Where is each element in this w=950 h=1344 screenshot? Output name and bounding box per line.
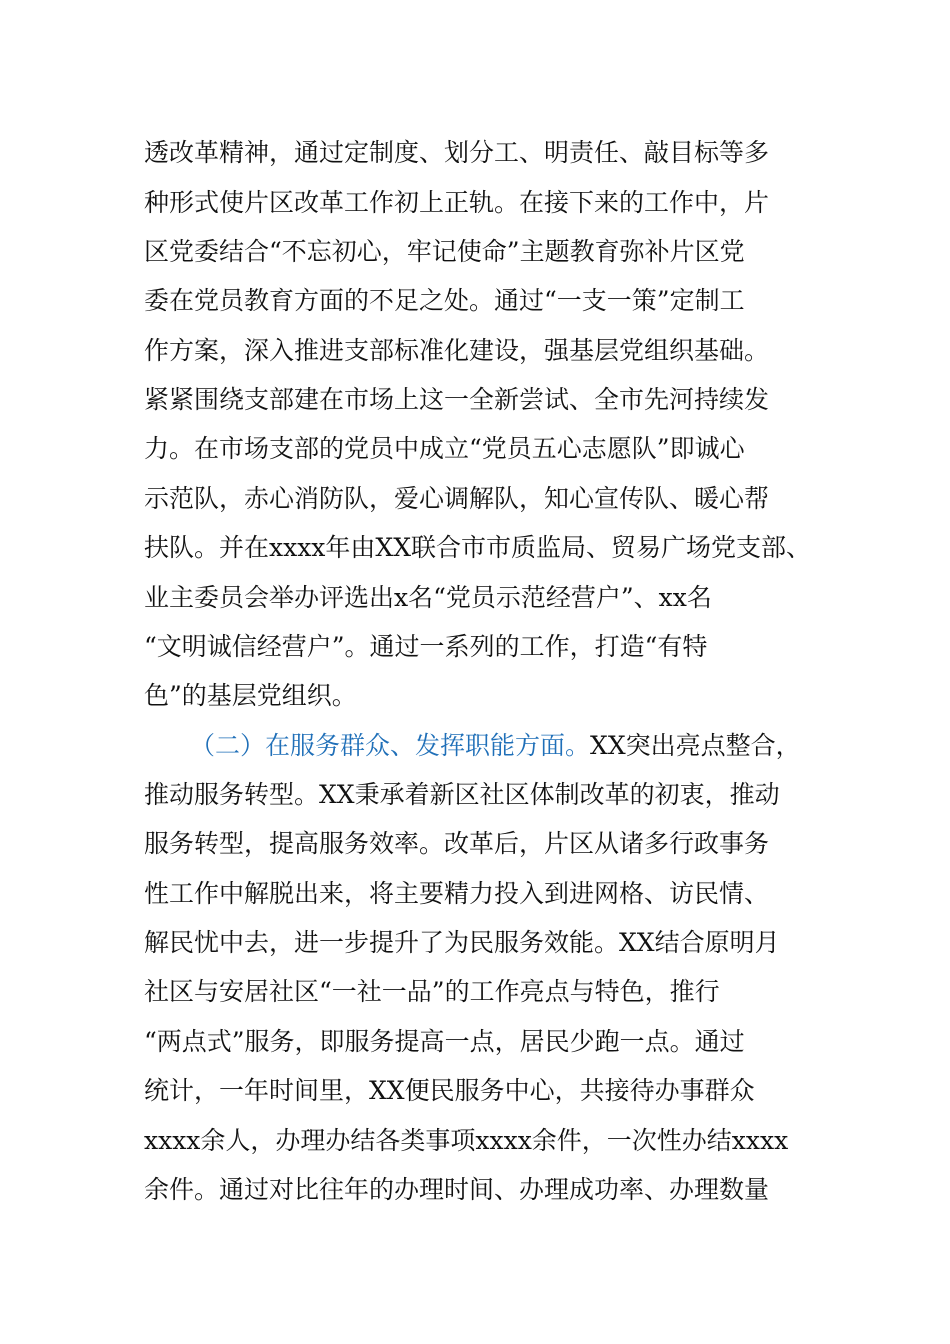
heading-line-rest: XX突出亮点整合， [590, 731, 801, 760]
text-line: 色”的基层党组织。 [144, 681, 357, 710]
text-line: 社区与安居社区“一社一品”的工作亮点与特色，推行 [144, 977, 720, 1006]
text-line: “两点式”服务，即服务提高一点，居民少跑一点。通过 [144, 1027, 745, 1056]
text-line: 推动服务转型。XX秉承着新区社区体制改革的初衷，推动 [144, 780, 780, 809]
text-line: 种形式使片区改革工作初上正轨。在接下来的工作中，片 [144, 188, 770, 217]
section-heading: （二）在服务群众、发挥职能方面。 [190, 731, 591, 760]
text-line: 余件。通过对比往年的办理时间、办理成功率、办理数量 [144, 1175, 770, 1204]
text-line: 统计，一年时间里，XX便民服务中心，共接待办事群众 [144, 1076, 755, 1105]
text-line: 透改革精神，通过定制度、划分工、明责任、敲目标等多 [144, 138, 770, 167]
text-line: “文明诚信经营户”。通过一系列的工作，打造“有特 [144, 632, 708, 661]
text-line: 扶队。并在xxxx年由XX联合市市质监局、贸易广场党支部、 [144, 533, 811, 562]
text-line: 区党委结合“不忘初心，牢记使命”主题教育弥补片区党 [144, 237, 745, 266]
text-line: xxxx余人，办理办结各类事项xxxx余件，一次性办结xxxx [144, 1126, 789, 1155]
text-line: 业主委员会举办评选出x名“党员示范经营户”、xx名 [144, 583, 712, 612]
section-heading-line [190, 731, 801, 761]
text-line: 紧紧围绕支部建在市场上这一全新尝试、全市先河持续发 [144, 385, 770, 414]
text-line: 力。在市场支部的党员中成立“党员五心志愿队”即诚心 [144, 434, 745, 463]
text-line: 示范队，赤心消防队，爱心调解队，知心宣传队、暖心帮 [144, 484, 770, 513]
text-line: 委在党员教育方面的不足之处。通过“一支一策”定制工 [144, 286, 745, 315]
text-line: 性工作中解脱出来，将主要精力投入到进网格、访民情、 [144, 879, 770, 908]
text-line: 解民忧中去，进一步提升了为民服务效能。XX结合原明月 [144, 928, 780, 957]
text-line: 服务转型，提高服务效率。改革后，片区从诸多行政事务 [144, 829, 770, 858]
text-line: 作方案，深入推进支部标准化建设，强基层党组织基础。 [144, 336, 770, 365]
